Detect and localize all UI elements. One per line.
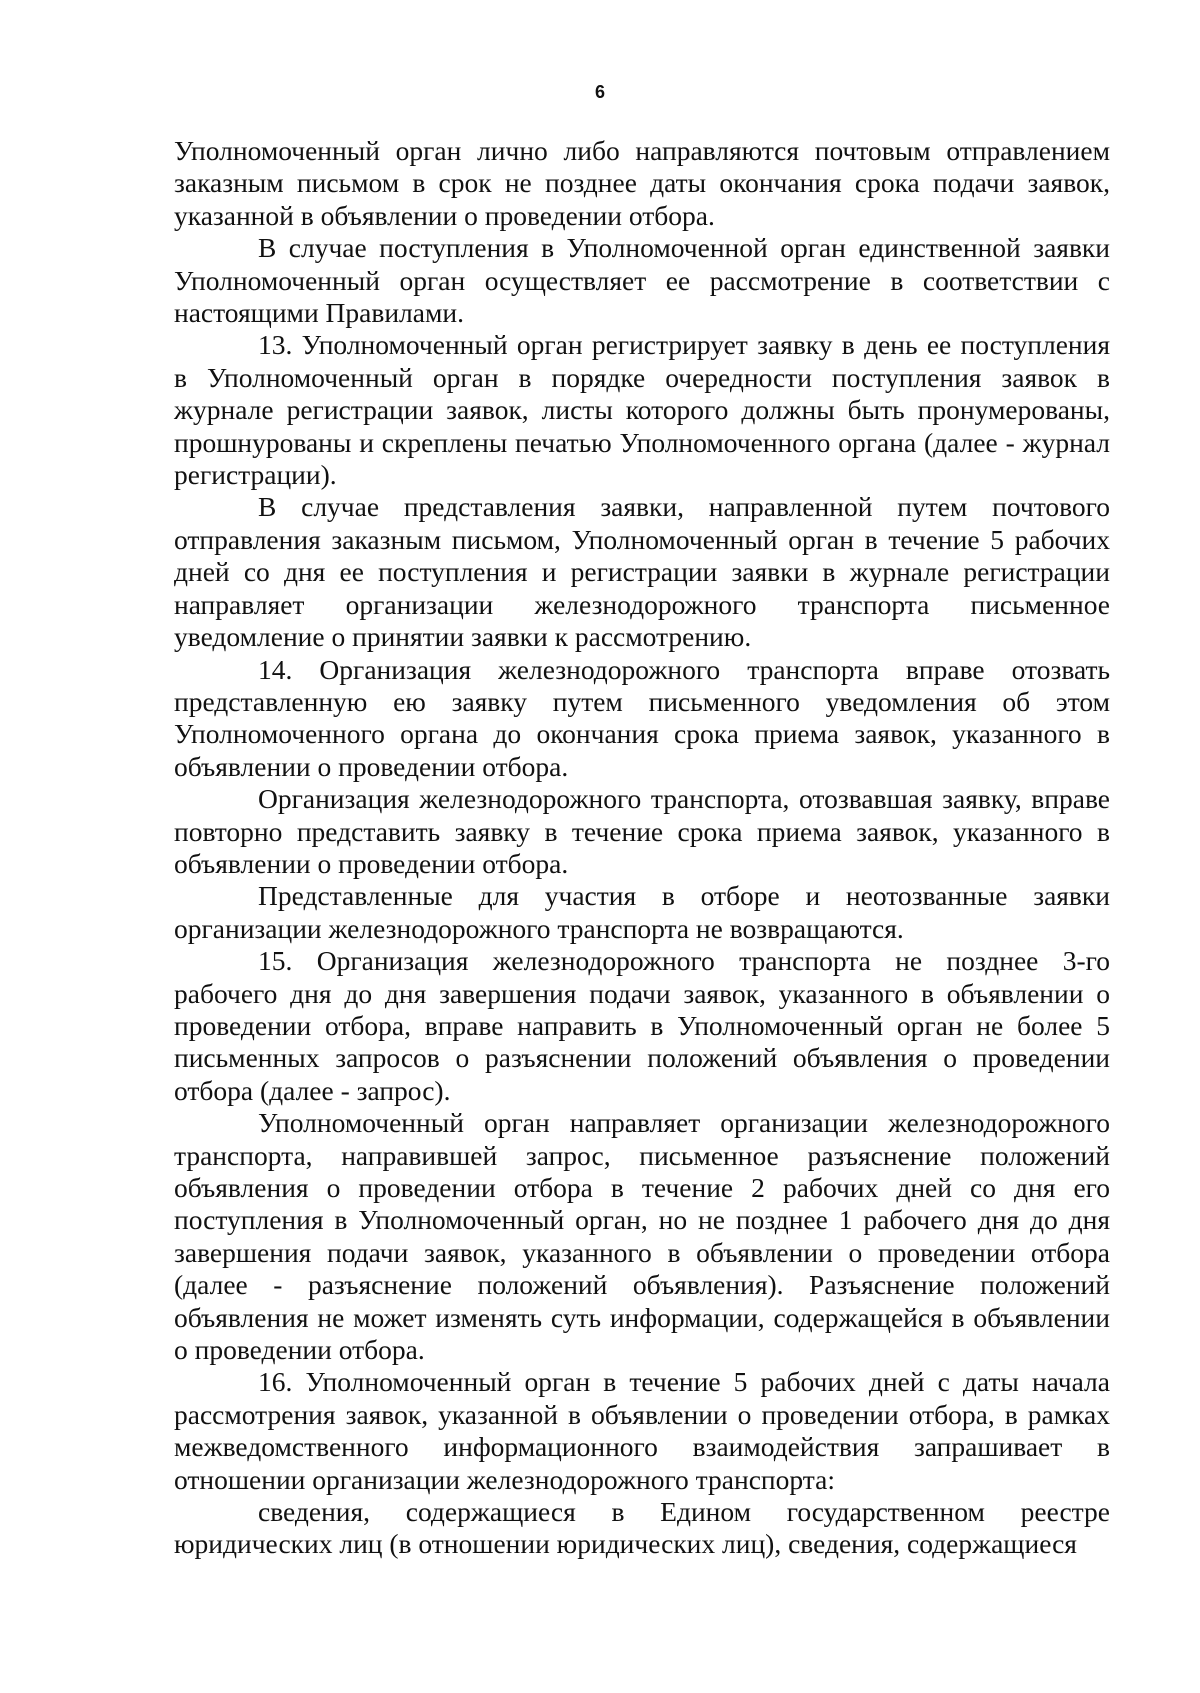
paragraph-registry-info: сведения, содержащиеся в Едином государственном реестре юридических лиц (в отношении юридических лиц), сведения, содержащиеся: [174, 1496, 1110, 1560]
paragraph-clarification: Уполномоченный орган направляет организации железнодорожного транспорта, направившей запрос, письменное разъяснение положений объявления о проведении отбора в течение 2 рабочих дней со дня его поступления в Уполномоченный орган, но не позднее 1 рабочего дня до дня завершения подачи заявок, указанного в объявлении о проведении отбора (далее - разъяснение положений объявления). Разъяснение положений объявления не может изменять суть информации, содержащейся в объявлении о проведении отбора.: [174, 1107, 1110, 1366]
paragraph-resubmission: Организация железнодорожного транспорта, отозвавшая заявку, вправе повторно представить заявку в течение срока приема заявок, указанного в объявлении о проведении отбора.: [174, 783, 1110, 879]
paragraph-clause-13: 13. Уполномоченный орган регистрирует заявку в день ее поступления в Уполномоченный орган в порядке очередности поступления заявок в журнале регистрации заявок, листы которого должны быть пронумерованы, прошнурованы и скреплены печатью Уполномоченного органа (далее - журнал регистрации).: [174, 329, 1110, 491]
paragraph-clause-15: 15. Организация железнодорожного транспорта не позднее 3-го рабочего дня до дня завершения подачи заявок, указанного в объявлении о проведении отбора, вправе направить в Уполномоченный орган не более 5 письменных запросов о разъяснении положений объявления о проведении отбора (далее - запрос).: [174, 945, 1110, 1106]
page-number: 6: [594, 82, 605, 102]
paragraph-single-application: В случае поступления в Уполномоченной орган единственной заявки Уполномоченный орган осуществляет ее рассмотрение в соответствии с настоящими Правилами.: [174, 232, 1110, 329]
paragraph-non-return: Представленные для участия в отборе и неотозванные заявки организации железнодорожного транспорта не возвращаются.: [174, 880, 1110, 944]
paragraph-clause-16: 16. Уполномоченный орган в течение 5 рабочих дней с даты начала рассмотрения заявок, указанной в объявлении о проведении отбора, в рамках межведомственного информационного взаимодействия запрашивает в отношении организации железнодорожного транспорта:: [174, 1366, 1110, 1495]
paragraph-postal-application: В случае представления заявки, направленной путем почтового отправления заказным письмом, Уполномоченный орган в течение 5 рабочих дней со дня ее поступления и регистрации заявки в журнале регистрации направляет организации железнодорожного транспорта письменное уведомление о принятии заявки к рассмотрению.: [174, 491, 1110, 653]
document-body: [174, 135, 1110, 1561]
paragraph-continuation: Уполномоченный орган лично либо направляются почтовым отправлением заказным письмом в срок не позднее даты окончания срока подачи заявок, указанной в объявлении о проведении отбора.: [174, 135, 1110, 231]
paragraph-clause-14: 14. Организация железнодорожного транспорта вправе отозвать представленную ею заявку путем письменного уведомления об этом Уполномоченного органа до окончания срока приема заявок, указанного в объявлении о проведении отбора.: [174, 653, 1110, 782]
